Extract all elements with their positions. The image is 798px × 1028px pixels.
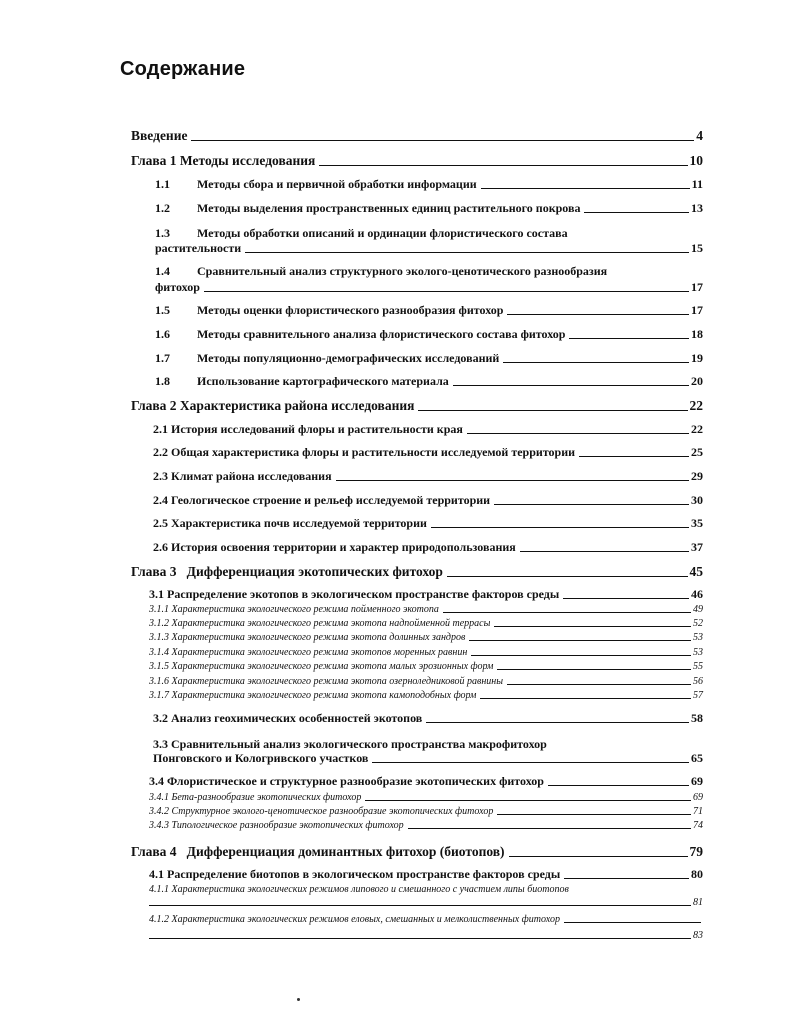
toc-leader [447, 576, 688, 577]
toc-leader [149, 905, 691, 906]
toc-entry-chapter-3[interactable] [131, 564, 703, 580]
toc-entry-3-1-3[interactable] [149, 632, 703, 644]
toc-entry-text: 3.4.3 Типологическое разнообразие экотопических фитохор [149, 820, 404, 831]
toc-entry-3-3-line1[interactable]: 3.3 Сравнительный анализ экологического пространства макрофитохор [153, 737, 547, 751]
toc-page-number: 45 [689, 564, 703, 579]
toc-entry-text: 3.1.2 Характеристика экологического режима экотопа надпойменной террасы [149, 618, 491, 629]
toc-entry-text: Методы популяционно-демографических исследований [197, 351, 500, 365]
toc-leader [191, 140, 694, 141]
toc-leader [564, 922, 701, 923]
toc-leader [494, 626, 691, 627]
toc-entry-text: 4.1 Распределение биотопов в экологическом пространстве факторов среды [149, 867, 561, 881]
toc-entry-3-1-1[interactable] [149, 604, 703, 616]
toc-entry-text: 2.2 Общая характеристика флоры и растительности исследуемой территории [153, 445, 576, 459]
toc-entry-text: 2.1 История исследований флоры и растительности края [153, 422, 463, 436]
toc-leader [509, 856, 688, 857]
toc-entry-2-3[interactable] [153, 470, 703, 484]
toc-entry-text: Методы сбора и первичной обработки информации [197, 177, 477, 191]
toc-leader [149, 938, 691, 939]
toc-entry-text: 3.1.4 Характеристика экологического режима экотопов моренных равнин [149, 647, 468, 658]
toc-entry-3-1-4[interactable] [149, 647, 703, 659]
toc-entry-text: Использование картографического материала [197, 374, 449, 388]
toc-page-number: 13 [691, 201, 703, 215]
toc-leader [563, 598, 689, 599]
toc-entry-3-2[interactable] [153, 712, 703, 726]
toc-entry-text: Введение [131, 128, 188, 143]
toc-entry-3-1-5[interactable] [149, 661, 703, 673]
toc-leader [507, 314, 689, 315]
toc-entry-2-1[interactable] [153, 423, 703, 437]
toc-entry-text: Глава 4 Дифференциация доминантных фитохор (биотопов) [131, 844, 505, 859]
toc-leader [426, 722, 689, 723]
toc-page-number: 53 [693, 632, 703, 643]
toc-page-number: 22 [689, 398, 703, 413]
toc-page-number: 25 [691, 445, 703, 459]
toc-leader [431, 527, 689, 528]
toc-page-number: 18 [691, 327, 703, 341]
toc-entry-text: 3.1.5 Характеристика экологического режима экотопа малых эрозионных форм [149, 661, 494, 672]
toc-entry-3-4-3[interactable] [149, 820, 703, 832]
toc-entry-chapter-2[interactable] [131, 398, 703, 414]
toc-entry-text: 2.4 Геологическое строение и рельеф исследуемой территории [153, 493, 491, 507]
toc-entry-2-4[interactable] [153, 494, 703, 508]
toc-entry-text: Методы оценки флористического разнообразия фитохор [197, 303, 504, 317]
toc-entry-number: 1.5 [155, 303, 170, 317]
toc-page-number: 11 [691, 177, 703, 191]
toc-entry-text: 3.1.6 Характеристика экологического режима экотопа озерноледниковой равнины [149, 676, 504, 687]
toc-entry-1-5[interactable] [155, 304, 703, 318]
toc-leader [564, 878, 689, 879]
toc-entry-number: 1.4 [155, 264, 170, 278]
toc-page-number: 15 [691, 241, 703, 255]
toc-entry-2-6[interactable] [153, 541, 703, 555]
toc-leader [494, 504, 689, 505]
toc-page-number: 46 [691, 587, 703, 601]
toc-entry-text: 4.1.2 Характеристика экологических режимов еловых, смешанных и мелколиственных фитохор [149, 914, 560, 925]
toc-title: Содержание [120, 58, 246, 80]
toc-entry-3-1-6[interactable] [149, 676, 703, 688]
toc-leader [471, 655, 691, 656]
toc-entry-text: 2.3 Климат района исследования [153, 469, 332, 483]
toc-page-number: 83 [693, 930, 703, 941]
toc-entry-text: 3.1.7 Характеристика экологического режима экотопа камоподобных форм [149, 690, 477, 701]
toc-entry-number: 1.6 [155, 327, 170, 341]
toc-leader [372, 762, 689, 763]
toc-page-number: 55 [693, 661, 703, 672]
toc-entry-3-4-2[interactable] [149, 806, 703, 818]
toc-entry-4-1[interactable] [149, 868, 703, 882]
toc-page-number: 19 [691, 351, 703, 365]
toc-entry-1-6[interactable] [155, 328, 703, 342]
toc-entry-text: 3.4.2 Структурное эколого-ценотическое разнообразие экотопических фитохор [149, 806, 494, 817]
toc-leader [480, 698, 691, 699]
toc-leader [469, 640, 691, 641]
toc-page-number: 69 [693, 792, 703, 803]
toc-leader [418, 410, 687, 411]
toc-leader [507, 684, 691, 685]
toc-entry-text: 2.6 История освоения территории и характер природопользования [153, 540, 516, 554]
toc-entry-text: 3.1.1 Характеристика экологического режима пойменного экотопа [149, 604, 439, 615]
toc-entry-3-1-7[interactable] [149, 690, 703, 702]
toc-entry-1-2[interactable] [155, 202, 703, 216]
toc-entry-text: 3.4.1 Бета-разнообразие экотопических фитохор [149, 792, 362, 803]
scan-speck [297, 998, 300, 1001]
toc-leader [443, 612, 691, 613]
toc-page-number: 17 [691, 303, 703, 317]
toc-entry-1-1[interactable] [155, 178, 703, 192]
toc-page-number: 58 [691, 711, 703, 725]
toc-entry-1-7[interactable] [155, 352, 703, 366]
toc-entry-1-4-line2[interactable] [155, 281, 703, 295]
toc-entry-text: фитохор [155, 280, 200, 294]
toc-page-number: 74 [693, 820, 703, 831]
toc-page-number: 17 [691, 280, 703, 294]
toc-entry-number: 1.1 [155, 177, 170, 191]
toc-leader [579, 456, 689, 457]
toc-leader [481, 188, 690, 189]
toc-entry-text: Глава 1 Методы исследования [131, 153, 316, 168]
toc-page-number: 56 [693, 676, 703, 687]
toc-entry-text: Методы сравнительного анализа флористического состава фитохор [197, 327, 566, 341]
toc-page-number: 52 [693, 618, 703, 629]
toc-entry-text: 3.1.3 Характеристика экологического режима экотопа долинных зандров [149, 632, 466, 643]
toc-leader [569, 338, 689, 339]
toc-page-number: 80 [691, 867, 703, 881]
toc-page-number: 65 [691, 751, 703, 765]
toc-leader [365, 800, 691, 801]
toc-leader [245, 252, 689, 253]
toc-entry-text: Методы выделения пространственных единиц растительного покрова [197, 201, 581, 215]
toc-entry-number: 1.3 [155, 226, 170, 240]
toc-page-number: 20 [691, 374, 703, 388]
toc-entry-introduction[interactable] [131, 128, 703, 144]
toc-page-number: 81 [693, 897, 703, 908]
toc-entry-text: растительности [155, 241, 242, 255]
toc-entry-3-3-line2[interactable] [153, 752, 703, 766]
toc-entry-text: 3.2 Анализ геохимических особенностей экотопов [153, 711, 423, 725]
toc-page-number: 79 [689, 844, 703, 859]
toc-entry-text: Глава 3 Дифференциация экотопических фитохор [131, 564, 443, 579]
toc-entry-1-3-line2[interactable] [155, 242, 703, 256]
toc-entry-3-4[interactable] [149, 775, 703, 789]
toc-entry-text: 3.1 Распределение экотопов в экологическом пространстве факторов среды [149, 587, 560, 601]
toc-entry-4-1-1-line1[interactable]: 4.1.1 Характеристика экологических режимов липового и смешанного с участием липы биотопов [149, 884, 569, 895]
toc-leader [520, 551, 689, 552]
toc-leader [336, 480, 689, 481]
toc-leader [453, 385, 689, 386]
toc-entry-4-1-1-line2[interactable] [149, 897, 703, 909]
toc-page-number: 69 [691, 774, 703, 788]
toc-page-number: 22 [691, 422, 703, 436]
toc-entry-text: Понговского и Кологривского участков [153, 751, 369, 765]
toc-entry-number: 1.2 [155, 201, 170, 215]
toc-page-number: 71 [693, 806, 703, 817]
toc-page-number: 10 [689, 153, 703, 168]
toc-entry-1-8[interactable] [155, 375, 703, 389]
toc-leader [408, 828, 691, 829]
toc-entry-1-3-line1[interactable] [155, 226, 568, 241]
toc-leader [204, 291, 689, 292]
toc-leader [497, 814, 691, 815]
toc-entry-number: 1.7 [155, 351, 170, 365]
toc-entry-4-1-2-line1[interactable] [149, 914, 703, 926]
toc-entry-text: 3.4 Флористическое и структурное разнообразие экотопических фитохор [149, 774, 544, 788]
toc-entry-1-4-line1[interactable] [155, 264, 607, 279]
toc-page-number: 49 [693, 604, 703, 615]
toc-entry-text: Сравнительный анализ структурного эколого-ценотического разнообразия [197, 264, 608, 278]
toc-entry-number: 1.8 [155, 374, 170, 388]
toc-entry-2-2[interactable] [153, 446, 703, 460]
toc-entry-2-5[interactable] [153, 517, 703, 531]
toc-leader [467, 433, 689, 434]
toc-entry-4-1-2-line2[interactable] [149, 930, 703, 942]
toc-entry-text: 2.5 Характеристика почв исследуемой территории [153, 516, 427, 530]
toc-page-number: 57 [693, 690, 703, 701]
toc-page-number: 37 [691, 540, 703, 554]
toc-entry-text: Методы обработки описаний и ординации флористического состава [197, 226, 568, 240]
toc-entry-chapter-1[interactable] [131, 153, 703, 169]
toc-page-number: 4 [696, 128, 703, 143]
toc-entry-text: Глава 2 Характеристика района исследования [131, 398, 415, 413]
toc-leader [319, 165, 687, 166]
toc-leader [503, 362, 689, 363]
toc-page-number: 53 [693, 647, 703, 658]
toc-leader [584, 212, 689, 213]
toc-leader [497, 669, 691, 670]
toc-page-number: 35 [691, 516, 703, 530]
toc-entry-3-1[interactable] [149, 588, 703, 602]
toc-entry-3-4-1[interactable] [149, 792, 703, 804]
toc-page-number: 30 [691, 493, 703, 507]
toc-leader [548, 785, 689, 786]
toc-page-number: 29 [691, 469, 703, 483]
toc-entry-3-1-2[interactable] [149, 618, 703, 630]
toc-entry-chapter-4[interactable] [131, 844, 703, 860]
